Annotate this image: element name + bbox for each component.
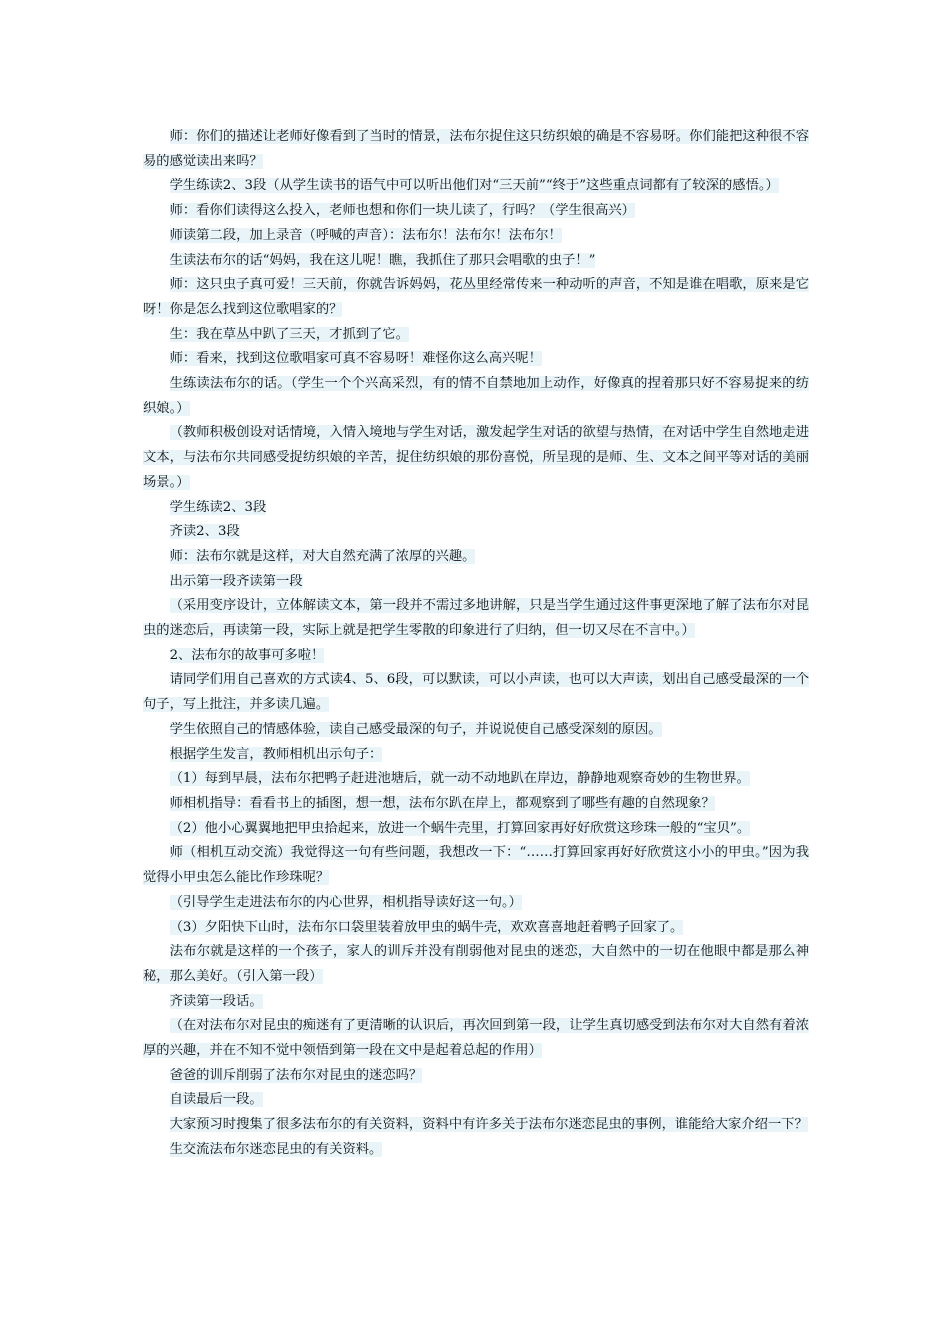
paragraph: 生读法布尔的话“妈妈，我在这儿呢！瞧，我抓住了那只会唱歌的虫子！” <box>169 252 596 268</box>
paragraph: 师读第二段，加上录音（呼喊的声音）：法布尔！法布尔！法布尔！ <box>169 227 562 243</box>
paragraph: 自读最后一段。 <box>169 1092 263 1108</box>
document-body <box>143 125 809 1163</box>
paragraph: 学生依照自己的情感体验，读自己感受最深的句子，并说说使自己感受深刻的原因。 <box>169 721 662 737</box>
paragraph: 学生练读2、3段 <box>169 499 267 515</box>
paragraph: （3）夕阳快下山时，法布尔口袋里装着放甲虫的蜗牛壳，欢欢喜喜地赶着鸭子回家了。 <box>169 919 684 935</box>
paragraph: 生练读法布尔的话。（学生一个个兴高采烈，有的情不自禁地加上动作，好像真的捏着那只好不容易捉来的纺织娘。） <box>143 376 809 416</box>
paragraph: 大家预习时搜集了很多法布尔的有关资料，资料中有许多关于法布尔迷恋昆虫的事例，谁能给大家介绍一下？ <box>169 1117 808 1133</box>
paragraph: （1）每到早晨，法布尔把鸭子赶进池塘后，就一动不动地趴在岸边，静静地观察奇妙的生物世界。 <box>169 771 750 787</box>
paragraph: 师相机指导：看看书上的插图，想一想，法布尔趴在岸上，都观察到了哪些有趣的自然现象？ <box>169 795 715 811</box>
paragraph: 齐读2、3段 <box>169 524 240 540</box>
paragraph: （引导学生走进法布尔的内心世界，相机指导读好这一句。） <box>169 894 522 910</box>
paragraph: 生交流法布尔迷恋昆虫的有关资料。 <box>169 1141 383 1157</box>
paragraph: 师（相机互动交流）我觉得这一句有些问题，我想改一下：“……打算回家再好好欣赏这小小的甲虫。”因为我觉得小甲虫怎么能比作珍珠呢？ <box>143 845 809 886</box>
paragraph: 齐读第一段话。 <box>169 993 263 1009</box>
paragraph: （教师积极创设对话情境，入情入境地与学生对话，激发起学生对话的欲望与热情，在对话中学生自然地走进文本，与法布尔共同感受捉纺织娘的辛苦，捉住纺织娘的那份喜悦，所呈现的是师、生、文本之间平等对话的美丽场景。） <box>143 425 809 490</box>
paragraph: 请同学们用自己喜欢的方式读4、5、6段，可以默读，可以小声读，也可以大声读，划出自己感受最深的一个句子，写上批注，并多读几遍。 <box>143 672 809 713</box>
paragraph: 师：你们的描述让老师好像看到了当时的情景，法布尔捉住这只纺织娘的确是不容易呀。你们能把这种很不容易的感觉读出来吗？ <box>143 129 809 169</box>
paragraph: 师：法布尔就是这样，对大自然充满了浓厚的兴趣。 <box>169 548 476 564</box>
paragraph: 学生练读2、3段（从学生读书的语气中可以听出他们对“三天前”“终于”这些重点词都有了较深的感悟。） <box>169 178 779 194</box>
paragraph: 师：看你们读得这么投入，老师也想和你们一块儿读了，行吗？（学生很高兴） <box>169 203 635 219</box>
paragraph: 出示第一段齐读第一段 <box>169 573 303 589</box>
paragraph: 根据学生发言，教师相机出示句子： <box>169 746 383 762</box>
paragraph: 师：看来，找到这位歌唱家可真不容易呀！难怪你这么高兴呢！ <box>169 351 542 367</box>
paragraph: （采用变序设计，立体解读文本，第一段并不需过多地讲解，只是当学生通过这件事更深地了解了法布尔对昆虫的迷恋后，再读第一段，实际上就是把学生零散的印象进行了归纳，但一切又尽在不言中。） <box>143 598 809 639</box>
paragraph: （在对法布尔对昆虫的痴迷有了更清晰的认识后，再次回到第一段，让学生真切感受到法布尔对大自然有着浓厚的兴趣，并在不知不觉中领悟到第一段在文中是起着总起的作用） <box>143 1018 809 1059</box>
paragraph: 2、法布尔的故事可多啦！ <box>169 647 325 663</box>
paragraph: 生：我在草丛中趴了三天，才抓到了它。 <box>169 326 409 342</box>
paragraph: 爸爸的训斥削弱了法布尔对昆虫的迷恋吗？ <box>169 1067 423 1083</box>
paragraph: 师：这只虫子真可爱！三天前，你就告诉妈妈，花丛里经常传来一种动听的声音，不知是谁在唱歌，原来是它呀！你是怎么找到这位歌唱家的？ <box>143 277 809 317</box>
paragraph: （2）他小心翼翼地把甲虫拾起来，放进一个蜗牛壳里，打算回家再好好欣赏这珍珠一般的“宝贝”。 <box>169 820 751 836</box>
paragraph: 法布尔就是这样的一个孩子，家人的训斥并没有削弱他对昆虫的迷恋，大自然中的一切在他眼中都是那么神秘，那么美好。（引入第一段） <box>143 944 809 984</box>
